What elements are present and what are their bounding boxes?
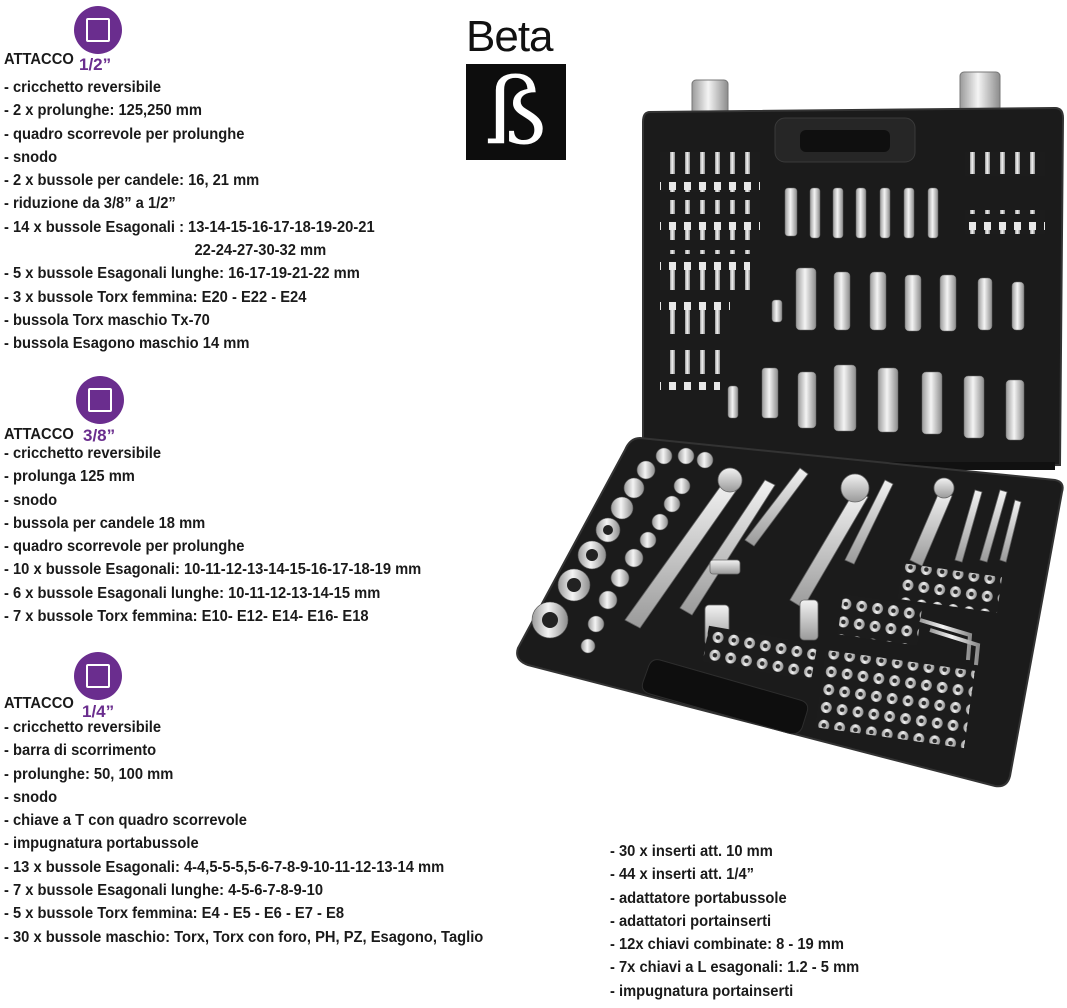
list-item: - 6 x bussole Esagonali lunghe: 10-11-12-13-14-15 mm [4,584,381,602]
list-item: - 2 x bussole per candele: 16, 21 mm [4,172,260,190]
list-item: - 7 x bussole Torx femmina: E10- E12- E14- E16- E18 [4,608,369,626]
toolbox-image [500,60,1065,800]
list-item: - quadro scorrevole per prolunghe [4,538,245,556]
list-item: - 44 x inserti att. 1/4” [610,866,754,884]
list-item: - cricchetto reversibile [4,445,162,462]
item-list [4,76,407,356]
list-item: - 10 x bussole Esagonali: 10-11-12-13-14-15-16-17-18-19 mm [4,561,422,579]
list-item: - bussola per candele 18 mm [4,514,206,532]
logo-beta-glyph: ß [466,64,566,160]
list-item: - 7x chiavi a L esagonali: 1.2 - 5 mm [610,959,860,977]
section-half-inch [4,6,407,356]
list-item: - 3 x bussole Torx femmina: E20 - E22 - E24 [4,288,307,306]
attacco-label: ATTACCO [4,51,74,68]
list-item: - snodo [4,491,58,509]
list-item: - prolunghe: 50, 100 mm [4,765,174,783]
list-item: - impugnatura portainserti [610,982,794,1000]
section-header [4,6,407,74]
logo-wordmark: Beta [466,12,553,61]
list-item: - snodo [4,788,58,806]
list-item: - adattatori portainserti [610,912,772,930]
list-item: - adattatore portabussole [610,889,787,907]
list-item: - bussola Torx maschio Tx-70 [4,311,210,329]
list-item: - quadro scorrevole per prolunghe [4,125,245,143]
attacco-label: ATTACCO [4,695,74,712]
list-item: - 14 x bussole Esagonali : 13-14-15-16-17-18-19-20-21 [4,218,375,236]
item-list [4,716,525,949]
extras-list [610,840,881,1003]
section-three-eighths-inch [4,376,458,628]
section-header [4,652,525,721]
square-drive-icon [74,652,122,700]
section-header [4,376,458,445]
list-item: - 13 x bussole Esagonali: 4-4,5-5-5,5-6-7-8-9-10-11-12-13-14 mm [4,858,445,876]
list-item: - 30 x bussole maschio: Torx, Torx con foro, PH, PZ, Esagono, Taglio [4,928,484,946]
list-item: - chiave a T con quadro scorrevole [4,812,247,830]
list-item: - 30 x inserti att. 10 mm [610,843,773,860]
section-quarter-inch [4,652,525,949]
list-item: - bussola Esagono maschio 14 mm [4,335,250,353]
list-item: - impugnatura portabussole [4,835,199,853]
list-item: - riduzione da 3/8” a 1/2” [4,195,176,213]
list-item: - cricchetto reversibile [4,719,162,736]
list-item: - 2 x prolunghe: 125,250 mm [4,102,202,120]
square-drive-icon [76,376,124,424]
list-item: - cricchetto reversibile [4,79,162,96]
list-item: - 5 x bussole Esagonali lunghe: 16-17-19-21-22 mm [4,265,360,283]
list-item: - 7 x bussole Esagonali lunghe: 4-5-6-7-8-9-10 [4,882,324,900]
attacco-label: ATTACCO [4,426,74,443]
list-item: - 12x chiavi combinate: 8 - 19 mm [610,936,844,954]
list-item: 22-24-27-30-32 mm [194,242,327,260]
drive-size-label: 1/2” [79,55,112,74]
list-item: - barra di scorrimento [4,742,157,760]
drive-size-label: 3/8” [83,426,116,445]
list-item: - snodo [4,148,58,166]
list-item: - prolunga 125 mm [4,468,135,486]
list-item: - 5 x bussole Torx femmina: E4 - E5 - E6 - E7 - E8 [4,905,345,923]
item-list [4,442,458,628]
drive-size-label: 1/4” [82,702,115,721]
square-drive-icon [74,6,122,54]
